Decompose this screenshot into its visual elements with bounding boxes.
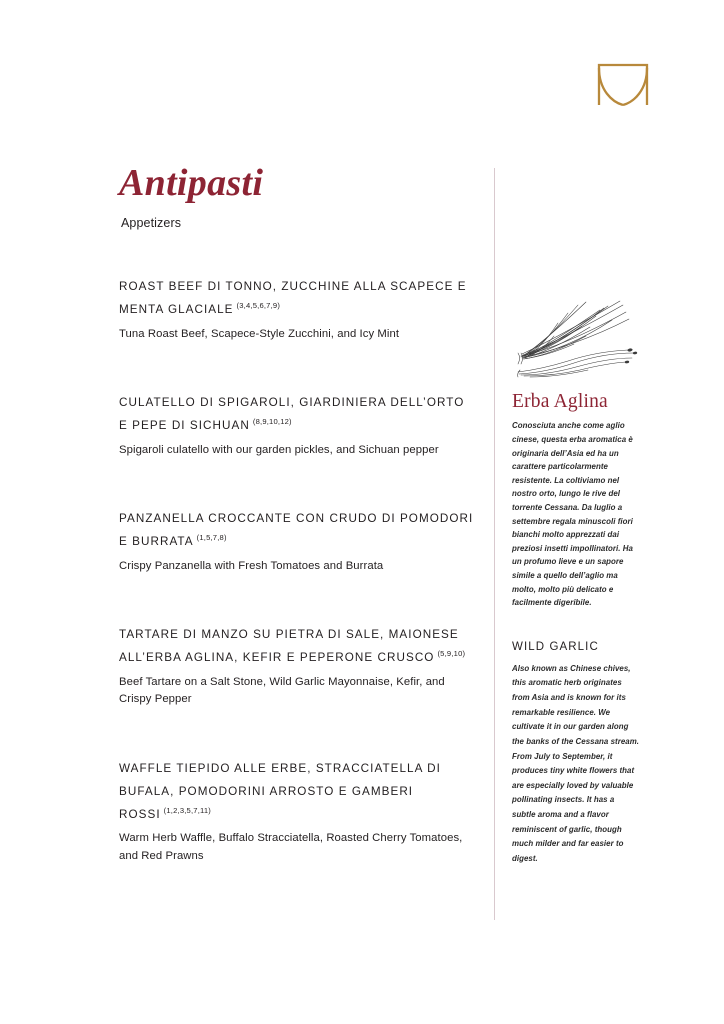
m-monogram-logo: [596, 58, 650, 106]
menu-item-description: Tuna Roast Beef, Scapece-Style Zucchini, and Icy Mint: [119, 327, 400, 340]
menu-item-name-text: ROAST BEEF DI TONNO, ZUCCHINE ALLA SCAPECE E MENTA GLACIALE: [119, 279, 467, 316]
menu-item: [119, 392, 474, 459]
menu-item: [119, 508, 474, 575]
herb-sidebar: [512, 296, 640, 867]
menu-item-description: Crispy Panzanella with Fresh Tomatoes and Burrata: [119, 559, 384, 572]
menu-item-name: [119, 392, 474, 438]
menu-item-name: [119, 624, 474, 670]
menu-item-description: Spigaroli culatello with our garden pickles, and Sichuan pepper: [119, 443, 439, 456]
allergen-codes: (1,2,3,5,7,11): [163, 805, 212, 815]
herb-description-english: Also known as Chinese chives, this aromatic herb originates from Asia and is known for its remarkable resilience. We cultivate it in our garden along the banks of the Cessana stream. From July to September, it produces tiny white flowers that are especially loved by valuable pollinating insects. It has a subtle aroma and a flavor reminiscent of garlic, though much milder and far easier to digest.: [512, 663, 640, 863]
menu-item: [119, 276, 474, 343]
menu-item: [119, 758, 474, 865]
wild-garlic-chives-illustration: [508, 296, 640, 378]
menu-item-name: [119, 508, 474, 554]
vertical-divider: [494, 168, 495, 920]
allergen-codes: (3,4,5,6,7,9): [236, 300, 281, 310]
section-subtitle: Appetizers: [121, 215, 182, 230]
menu-item-name-text: CULATELLO DI SPIGAROLI, GIARDINIERA DELL’ORTO E PEPE DI SICHUAN: [119, 396, 465, 432]
menu-item-description: Beef Tartare on a Salt Stone, Wild Garlic Mayonnaise, Kefir, and Crispy Pepper: [119, 675, 445, 706]
menu-item-name-text: TARTARE DI MANZO SU PIETRA DI SALE, MAIONESE ALL’ERBA AGLINA, KEFIR E PEPERONE CRUSCO: [119, 628, 459, 665]
menu-item-name-text: WAFFLE TIEPIDO ALLE ERBE, STRACCIATELLA DI BUFALA, POMODORINI ARROSTO E GAMBERI ROSSI: [119, 761, 441, 821]
menu-item: [119, 624, 474, 709]
menu-item-name: [119, 276, 474, 322]
menu-section: [119, 164, 474, 865]
herb-description-italian: Conosciuta anche come aglio cinese, questa erba aromatica è originaria dell’Asia ed ha un carattere particolarmente resistente. La coltiviamo nel nostro orto, lungo le rive del torrente Cessana. Da luglio a settembre regala minuscoli fiori bianchi molto apprezzati dai preziosi insetti impollinatori. Ha un profumo lieve e un sapore simile a quello dell’aglio ma molto, molto più delicato e facilmente digeribile.: [512, 421, 633, 608]
allergen-codes: (5,9,10): [437, 649, 466, 659]
herb-title-english: WILD GARLIC: [512, 640, 599, 653]
menu-item-list: [119, 276, 474, 865]
allergen-codes: (8,9,10,12): [252, 416, 292, 426]
page-title: Antipasti: [119, 162, 264, 204]
herb-title-italian: Erba Aglina: [512, 391, 608, 412]
menu-item-name-text: PANZANELLA CROCCANTE CON CRUDO DI POMODORI E BURRATA: [119, 512, 474, 548]
menu-item-name: [119, 758, 474, 826]
menu-item-description: Warm Herb Waffle, Buffalo Stracciatella, Roasted Cherry Tomatoes, and Red Prawns: [119, 832, 463, 862]
allergen-codes: (1,5,7,8): [196, 532, 227, 542]
